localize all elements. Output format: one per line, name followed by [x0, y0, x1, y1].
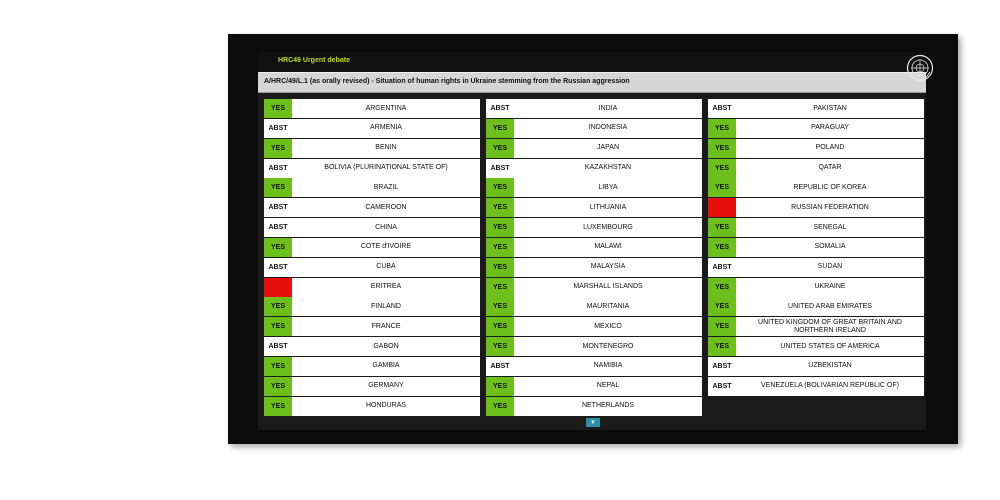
- country-name: UNITED KINGDOM OF GREAT BRITAIN AND NORTHERN IRELAND: [758, 318, 902, 334]
- vote-badge: ABST: [264, 218, 292, 237]
- vote-row: [486, 178, 702, 197]
- vote-badge: NO: [264, 278, 292, 297]
- country-name: NETHERLANDS: [581, 402, 635, 410]
- vote-row: [708, 317, 924, 336]
- vote-badge: YES: [264, 178, 292, 197]
- country-name: VENEZUELA (BOLIVARIAN REPUBLIC OF): [761, 382, 899, 390]
- resolution-title: A/HRC/49/L.1 (as orally revised) - Situation of human rights in Ukraine stemming from the Russian aggression: [264, 78, 630, 85]
- vote-badge: YES: [486, 397, 514, 416]
- vote-row: [264, 377, 480, 396]
- vote-row: [708, 337, 924, 356]
- vote-row: [264, 238, 480, 257]
- vote-badge: YES: [486, 238, 514, 257]
- country-name: MARSHALL ISLANDS: [573, 283, 643, 291]
- country-name: PARAGUAY: [811, 124, 849, 132]
- country-name: SOMALIA: [814, 243, 846, 251]
- vote-row: [264, 218, 480, 237]
- vote-row: [486, 159, 702, 178]
- vote-badge: YES: [708, 337, 736, 356]
- vote-badge: ABST: [264, 159, 292, 178]
- country-name: NEPAL: [596, 382, 620, 390]
- country-name: QATAR: [818, 164, 842, 172]
- country-name: UNITED ARAB EMIRATES: [788, 302, 872, 310]
- country-name: LUXEMBOURG: [583, 223, 633, 231]
- vote-row: [708, 198, 924, 217]
- country-name: BRAZIL: [373, 183, 399, 191]
- vote-badge: YES: [708, 238, 736, 257]
- vote-row: [486, 357, 702, 376]
- vote-badge: YES: [486, 337, 514, 356]
- vote-badge: ABST: [708, 357, 736, 376]
- country-name: LITHUANIA: [589, 203, 627, 211]
- vote-badge: YES: [486, 377, 514, 396]
- country-name: MALAYSIA: [590, 263, 626, 271]
- country-name: INDIA: [598, 104, 618, 112]
- country-name: MALAWI: [594, 243, 622, 251]
- country-name: INDONESIA: [588, 124, 628, 132]
- resolution-bar: [258, 72, 926, 93]
- vote-badge: YES: [486, 178, 514, 197]
- vote-badge: YES: [264, 357, 292, 376]
- vote-row: [264, 278, 480, 297]
- vote-badge: YES: [486, 218, 514, 237]
- vote-row: [486, 278, 702, 297]
- vote-row: [264, 397, 480, 416]
- vote-row: [708, 99, 924, 118]
- vote-column-2: [486, 99, 702, 417]
- vote-row: [264, 317, 480, 336]
- vote-row: [486, 218, 702, 237]
- vote-row: [486, 139, 702, 158]
- country-name: FRANCE: [371, 322, 401, 330]
- vote-row: [708, 377, 924, 396]
- vote-row: [708, 178, 924, 197]
- vote-row: [264, 258, 480, 277]
- vote-badge: YES: [708, 278, 736, 297]
- country-name: SENEGAL: [813, 223, 847, 231]
- vote-badge: YES: [708, 317, 736, 336]
- vote-row: [486, 397, 702, 416]
- vote-row: [708, 119, 924, 138]
- country-name: CUBA: [376, 263, 396, 271]
- vote-badge: ABST: [264, 337, 292, 356]
- vote-badge: YES: [708, 159, 736, 178]
- country-name: SUDAN: [817, 263, 843, 271]
- vote-row: [264, 357, 480, 376]
- vote-badge: YES: [486, 278, 514, 297]
- vote-badge: ABST: [486, 159, 514, 178]
- vote-badge: ABST: [264, 119, 292, 138]
- country-name: MONTENEGRO: [582, 342, 634, 350]
- header-bar: [258, 52, 926, 72]
- vote-row: [486, 317, 702, 336]
- country-name: RUSSIAN FEDERATION: [791, 203, 869, 211]
- vote-badge: YES: [264, 397, 292, 416]
- vote-row: [486, 337, 702, 356]
- vote-row: [708, 238, 924, 257]
- country-name: REPUBLIC OF KOREA: [793, 183, 867, 191]
- country-name: MAURITANIA: [586, 302, 630, 310]
- vote-row: [264, 119, 480, 138]
- country-name: GABON: [373, 342, 399, 350]
- vote-badge: ABST: [486, 357, 514, 376]
- vote-badge: ABST: [708, 258, 736, 277]
- vote-row: [264, 178, 480, 197]
- country-name: GERMANY: [368, 382, 404, 390]
- vote-column-3: [708, 99, 924, 417]
- vote-row: [264, 297, 480, 316]
- vote-badge: NO: [708, 198, 736, 217]
- vote-badge: YES: [264, 317, 292, 336]
- country-name: UZBEKISTAN: [808, 362, 852, 370]
- country-name: CAMEROON: [365, 203, 407, 211]
- vote-row: [264, 337, 480, 356]
- vote-row: [486, 238, 702, 257]
- vote-badge: ABST: [708, 377, 736, 396]
- un-emblem-icon: [906, 54, 934, 82]
- vote-row: [264, 99, 480, 118]
- country-name: MEXICO: [594, 322, 622, 330]
- vote-row: [264, 139, 480, 158]
- vote-badge: YES: [264, 99, 292, 118]
- chevron-down-icon: ▼: [590, 419, 596, 426]
- vote-badge: YES: [708, 139, 736, 158]
- vote-badge: YES: [486, 198, 514, 217]
- country-name: ARGENTINA: [365, 104, 407, 112]
- country-name: NAMIBIA: [593, 362, 623, 370]
- country-name: BENIN: [375, 144, 397, 152]
- vote-badge: YES: [486, 317, 514, 336]
- country-name: UNITED STATES OF AMERICA: [780, 342, 880, 350]
- country-name: BOLIVIA (PLURINATIONAL STATE OF): [324, 164, 448, 172]
- vote-row: [708, 297, 924, 316]
- vote-badge: YES: [708, 178, 736, 197]
- vote-row: [486, 297, 702, 316]
- country-name: ARMENIA: [370, 124, 402, 132]
- vote-row: [264, 198, 480, 217]
- country-name: COTE d'IVOIRE: [360, 243, 412, 251]
- country-name: CHINA: [375, 223, 397, 231]
- vote-row: [708, 258, 924, 277]
- vote-badge: ABST: [264, 258, 292, 277]
- vote-badge: YES: [264, 297, 292, 316]
- country-name: ERITREA: [370, 283, 402, 291]
- country-name: UKRAINE: [814, 283, 846, 291]
- vote-row: [708, 218, 924, 237]
- vote-badge: YES: [264, 238, 292, 257]
- vote-badge: ABST: [264, 198, 292, 217]
- vote-badge: YES: [486, 258, 514, 277]
- vote-badge: YES: [708, 297, 736, 316]
- vote-row: [486, 119, 702, 138]
- vote-badge: YES: [708, 119, 736, 138]
- vote-badge: YES: [486, 119, 514, 138]
- country-name: GAMBIA: [372, 362, 400, 370]
- vote-row: [486, 377, 702, 396]
- vote-badge: YES: [264, 377, 292, 396]
- vote-badge: YES: [486, 139, 514, 158]
- vote-grid: [264, 99, 924, 417]
- country-name: FINLAND: [371, 302, 401, 310]
- vote-badge: ABST: [708, 99, 736, 118]
- session-title: HRC49 Urgent debate: [278, 57, 350, 64]
- vote-row: [486, 99, 702, 118]
- vote-badge: ABST: [486, 99, 514, 118]
- vote-row: [486, 258, 702, 277]
- vote-row: [264, 159, 480, 178]
- country-name: LIBYA: [598, 183, 618, 191]
- vote-column-1: [264, 99, 480, 417]
- country-name: JAPAN: [596, 144, 620, 152]
- vote-badge: YES: [708, 218, 736, 237]
- vote-row: [708, 278, 924, 297]
- vote-badge: YES: [486, 297, 514, 316]
- vote-badge: YES: [264, 139, 292, 158]
- country-name: POLAND: [815, 144, 845, 152]
- vote-row: [708, 357, 924, 376]
- country-name: PAKISTAN: [813, 104, 847, 112]
- vote-row: [708, 139, 924, 158]
- country-name: KAZAKHSTAN: [584, 164, 632, 172]
- vote-row: [486, 198, 702, 217]
- vote-row: [708, 159, 924, 178]
- country-name: HONDURAS: [365, 402, 407, 410]
- scroll-down-button[interactable]: [586, 418, 600, 427]
